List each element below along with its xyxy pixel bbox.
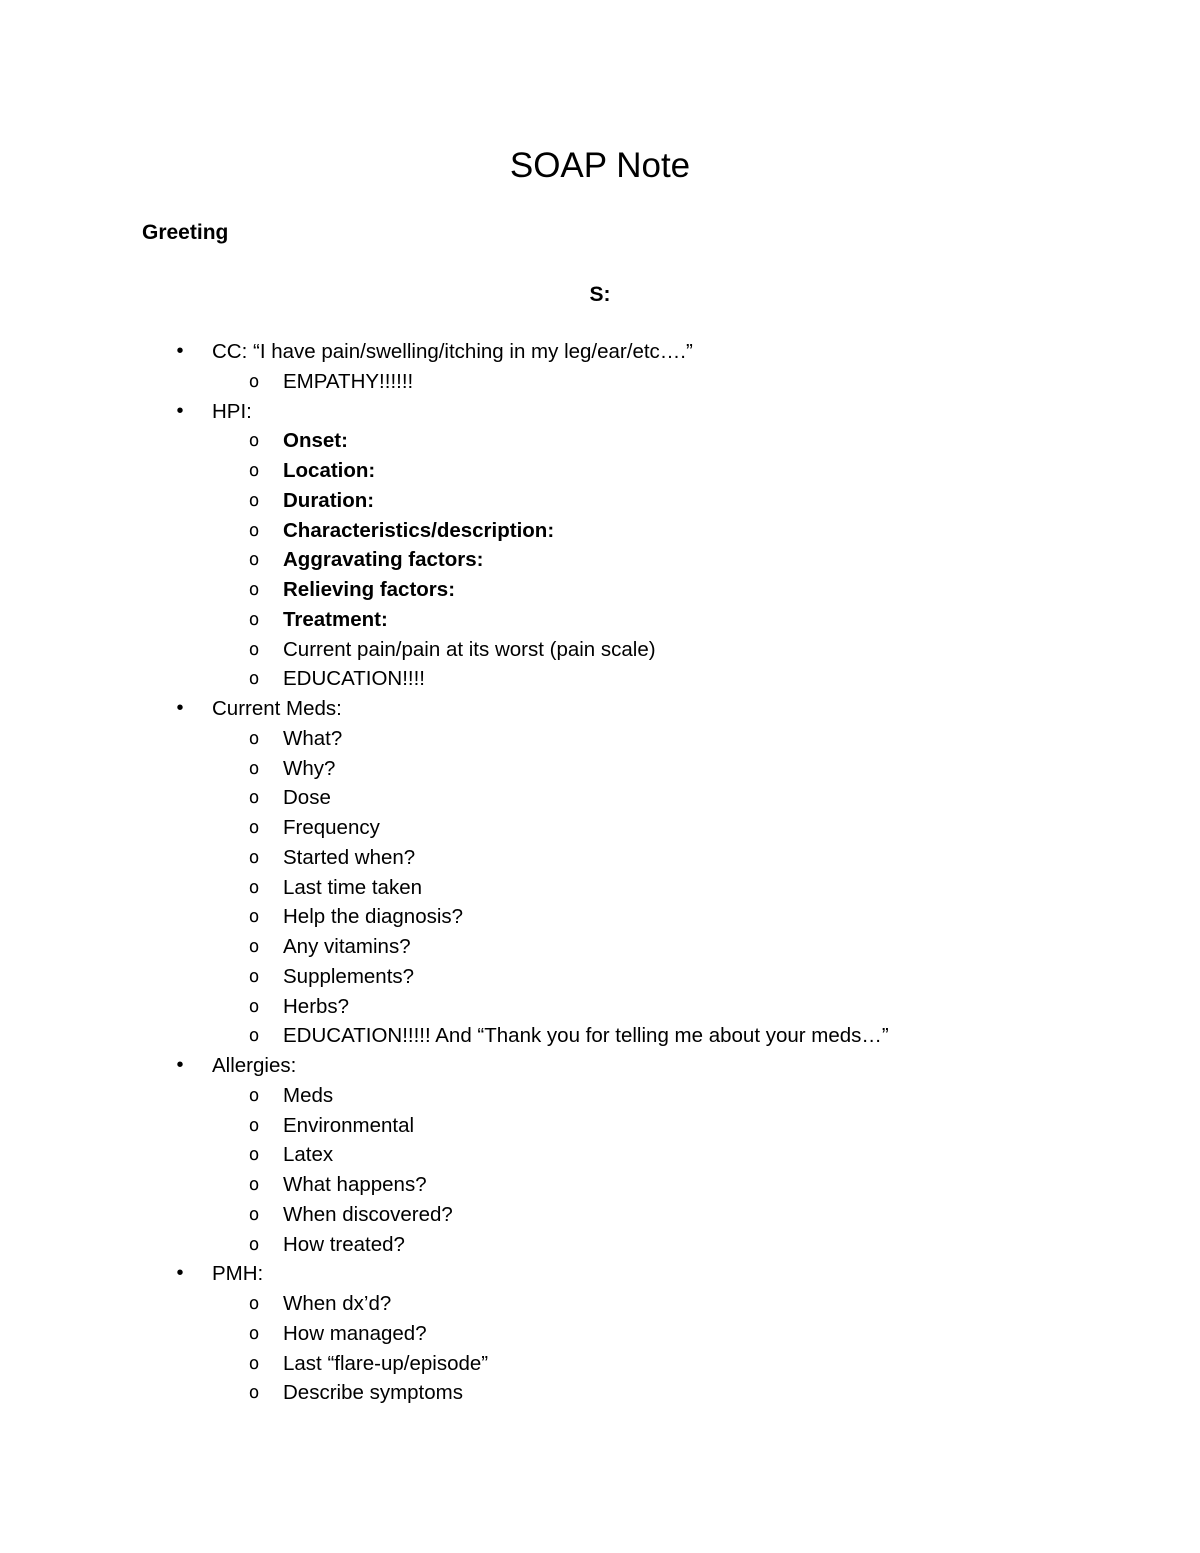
sub-bullet-marker: o [248, 1144, 260, 1166]
outline-subitem [0, 664, 1200, 694]
sub-bullet-marker: o [248, 936, 260, 957]
outline-subitem [0, 724, 1200, 754]
outline-subitem-text: Duration: [283, 488, 375, 512]
outline-subitem [0, 1349, 1200, 1379]
outline-subitem-text: Meds [283, 1083, 334, 1107]
outline-item-text: HPI: [212, 399, 252, 423]
bullet-marker: • [176, 399, 184, 422]
outline-item [0, 337, 1200, 367]
sub-bullet-marker: o [248, 1352, 260, 1374]
outline-subitem [0, 1200, 1200, 1230]
outline-subitem [0, 1319, 1200, 1349]
sub-bullet-marker: o [248, 965, 260, 987]
outline-subitem-text: Supplements? [283, 964, 415, 988]
outline-item-text: Allergies: [212, 1054, 297, 1077]
outline-subitem [0, 932, 1200, 962]
outline-subitem-text: Last time taken [283, 875, 423, 899]
outline-subitem [0, 1081, 1200, 1111]
outline-subitem-text: Environmental [283, 1113, 415, 1137]
outline-subitem [0, 605, 1200, 635]
outline-subitem-text: Any vitamins? [283, 935, 411, 958]
outline-subitem [0, 367, 1200, 397]
outline-subitem-text: What happens? [283, 1173, 427, 1196]
sub-bullet-marker: o [248, 370, 260, 392]
outline-subitem-text: Started when? [283, 845, 416, 869]
sub-bullet-marker: o [248, 579, 260, 600]
sub-bullet-marker: o [248, 1114, 260, 1136]
sub-bullet-marker: o [248, 757, 260, 779]
outline-subitem [0, 456, 1200, 486]
outline-subitem [0, 783, 1200, 813]
outline-subitem [0, 1140, 1200, 1170]
outline-subitem-text: Dose [283, 786, 331, 810]
outline-subitem-text: Last “flare-up/episode” [283, 1351, 489, 1375]
outline-subitem [0, 426, 1200, 456]
outline-subitem [0, 962, 1200, 992]
outline-subitem [0, 1170, 1200, 1200]
sub-bullet-marker: o [248, 1203, 260, 1225]
outline-subitem [0, 575, 1200, 605]
outline-item-text: PMH: [212, 1262, 264, 1286]
sub-bullet-marker: o [248, 1382, 260, 1404]
outline-subitem [0, 1021, 1200, 1051]
sub-bullet-marker: o [248, 549, 260, 571]
outline-subitem-text: Why? [283, 756, 336, 780]
sub-bullet-marker: o [248, 1233, 260, 1255]
outline-subitem [0, 1378, 1200, 1408]
sub-bullet-marker: o [248, 1322, 260, 1344]
sub-bullet-marker: o [248, 668, 260, 690]
outline-subitem-text: Treatment: [283, 607, 388, 631]
bullet-marker: • [176, 1054, 184, 1076]
sub-bullet-marker: o [248, 876, 260, 898]
sub-bullet-marker: o [248, 817, 260, 838]
outline-subitem [0, 843, 1200, 873]
outline-subitem [0, 754, 1200, 784]
outline-subitem-text: Describe symptoms [283, 1381, 463, 1405]
subjective-section-label: S: [589, 283, 611, 306]
outline-item [0, 397, 1200, 427]
outline-subitem-text: Current pain/pain at its worst (pain scale) [283, 637, 656, 661]
bullet-marker: • [176, 1262, 184, 1285]
outline-subitem [0, 992, 1200, 1022]
outline-subitem-text: Frequency [283, 816, 380, 839]
sub-bullet-marker: o [248, 638, 260, 660]
bullet-marker: • [176, 340, 184, 362]
outline-subitem-text: How managed? [283, 1321, 427, 1345]
outline-item [0, 1259, 1200, 1289]
outline-subitem [0, 486, 1200, 516]
sub-bullet-marker: o [248, 787, 260, 809]
outline-subitem [0, 873, 1200, 903]
sub-bullet-marker: o [248, 519, 260, 541]
outline-subitem-text: What? [283, 726, 343, 750]
outline-subitem-text: EDUCATION!!!!! And “Thank you for telling me about your meds…” [283, 1024, 889, 1048]
outline-subitem-text: EMPATHY!!!!!! [283, 369, 414, 393]
outline-subitem-text: When discovered? [283, 1202, 453, 1226]
sub-bullet-marker: o [248, 727, 260, 749]
outline-subitem-text: When dx’d? [283, 1292, 392, 1315]
sub-bullet-marker: o [248, 1084, 260, 1106]
outline-subitem [0, 1230, 1200, 1260]
sub-bullet-marker: o [248, 608, 260, 630]
outline-subitem-text: Help the diagnosis? [283, 905, 464, 929]
document-title: SOAP Note [509, 146, 691, 185]
bullet-marker: • [176, 697, 184, 719]
greeting-heading: Greeting [142, 221, 229, 244]
outline-subitem-text: Aggravating factors: [283, 548, 484, 572]
outline-subitem [0, 902, 1200, 932]
sub-bullet-marker: o [248, 906, 260, 928]
sub-bullet-marker: o [248, 846, 260, 868]
outline-item [0, 1051, 1200, 1081]
outline-subitem-text: Latex [283, 1143, 334, 1167]
sub-bullet-marker: o [248, 460, 260, 481]
outline-subitem [0, 516, 1200, 546]
outline-subitem-text: Relieving factors: [283, 578, 456, 601]
outline-subitem-text: Characteristics/description: [283, 518, 555, 542]
outline-subitem [0, 635, 1200, 665]
outline-subitem [0, 1111, 1200, 1141]
outline-subitem [0, 813, 1200, 843]
sub-bullet-marker: o [248, 995, 260, 1017]
outline-subitem [0, 545, 1200, 575]
outline-item-text: Current Meds: [212, 697, 342, 720]
outline-subitem-text: How treated? [283, 1232, 405, 1256]
sub-bullet-marker: o [248, 489, 260, 511]
sub-bullet-marker: o [248, 1174, 260, 1195]
outline-subitem-text: Herbs? [283, 994, 350, 1018]
soap-outline-list [0, 337, 1200, 1408]
outline-subitem-text: Location: [283, 459, 376, 482]
sub-bullet-marker: o [248, 1025, 260, 1047]
outline-subitem [0, 1289, 1200, 1319]
outline-subitem-text: Onset: [283, 429, 348, 453]
sub-bullet-marker: o [248, 430, 260, 452]
sub-bullet-marker: o [248, 1293, 260, 1314]
outline-subitem-text: EDUCATION!!!! [283, 667, 425, 691]
outline-item-text: CC: “I have pain/swelling/itching in my leg/ear/etc….” [212, 340, 693, 363]
outline-item [0, 694, 1200, 724]
